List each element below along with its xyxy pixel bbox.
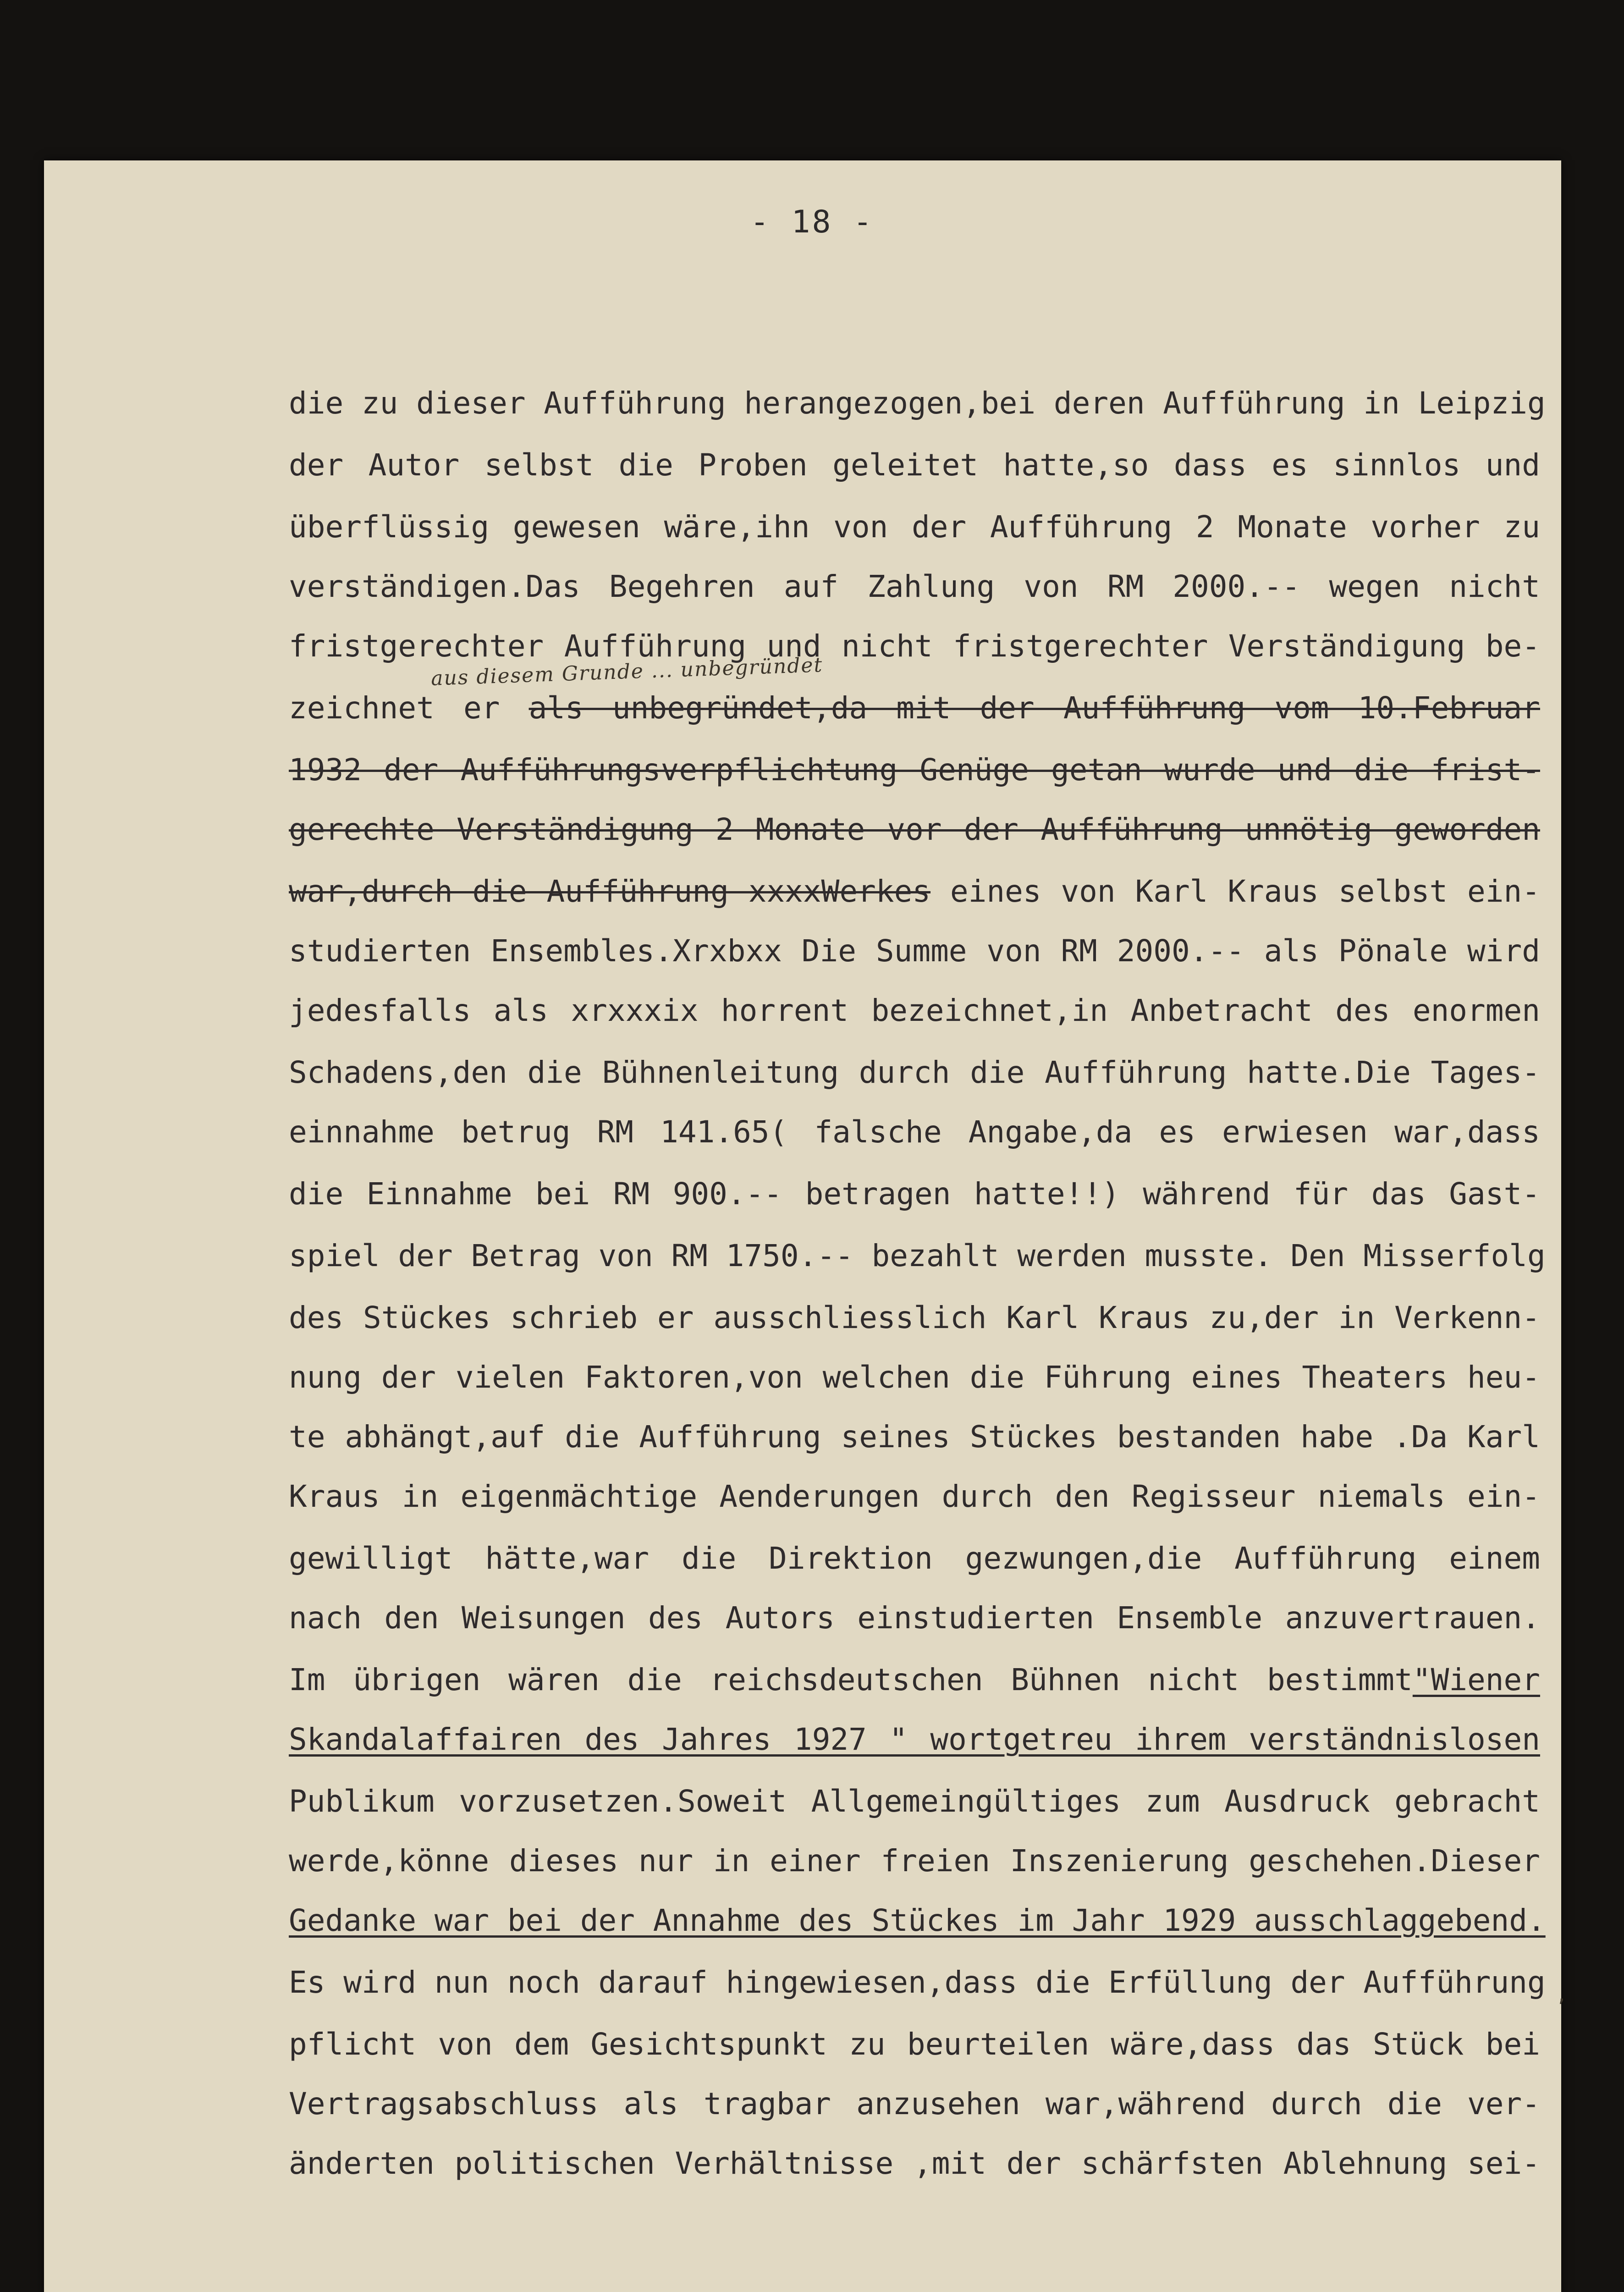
text-line: jedesfalls als xrxxxix horrent bezeichnet,in Anbetracht des enormen (289, 993, 1540, 1028)
text-line: studierten Ensembles.Xrxbxx Die Summe von RM 2000.-- als Pönale wird (289, 933, 1540, 969)
text-line-partially-struck (289, 690, 1540, 727)
text-span: zeichnet er (289, 690, 529, 726)
text-line: nach den Weisungen des Autors einstudierten Ensemble anzuvertrauen. (289, 1600, 1540, 1636)
struck-text: als unbegründet,da mit der Aufführung vom 10.Februar (528, 690, 1540, 726)
text-line: änderten politischen Verhältnisse ,mit der schärfsten Ablehnung sei- (289, 2146, 1540, 2181)
text-line: Es wird nun noch darauf hingewiesen,dass die Erfüllung der Aufführung (289, 1965, 1546, 2000)
underlined-text-line: Skandalaffairen des Jahres 1927 " wortgetreu ihrem verständnislosen (289, 1722, 1540, 1757)
text-line: pflicht von dem Gesichtspunkt zu beurteilen wäre,dass das Stück bei (289, 2027, 1540, 2062)
text-line: die Einnahme bei RM 900.-- betragen hatte!!) während für das Gast- (289, 1176, 1540, 1212)
struck-text-line: 1932 der Aufführungsverpflichtung Genüge getan wurde und die frist- (289, 752, 1540, 788)
handwritten-annotation: aus diesem Grunde ... unbegründet (430, 653, 824, 690)
text-line: die zu dieser Aufführung herangezogen,bei deren Aufführung in Leipzig (289, 386, 1546, 421)
struck-text-line: gerechte Verständigung 2 Monate vor der Aufführung unnötig geworden (289, 812, 1540, 847)
underlined-text: "Wiener (1412, 1662, 1540, 1697)
text-line: Publikum vorzusetzen.Soweit Allgemeingültiges zum Ausdruck gebracht (289, 1784, 1540, 1819)
text-line: gewilligt hätte,war die Direktion gezwungen,die Aufführung einem (289, 1541, 1540, 1576)
text-line-partially-struck (289, 873, 1540, 910)
struck-text: war,durch die Aufführung xxxxWerkes (289, 874, 931, 909)
text-line: werde,könne dieses nur in einer freien Inszenierung geschehen.Dieser (289, 1843, 1540, 1879)
text-line: spiel der Betrag von RM 1750.-- bezahlt werden musste. Den Misserfolg (289, 1238, 1546, 1273)
text-line: nung der vielen Faktoren,von welchen die Führung eines Theaters heu- (289, 1360, 1540, 1395)
page-number: - 18 - (750, 204, 874, 240)
text-line: einnahme betrug RM 141.65( falsche Angabe,da es erwiesen war,dass (289, 1114, 1540, 1150)
text-span: Im übrigen wären die reichsdeutschen Bühnen nicht bestimmt (289, 1662, 1413, 1697)
margin-mark: , (1556, 1985, 1568, 2006)
text-line: Schadens,den die Bühnenleitung durch die Aufführung hatte.Die Tages- (289, 1055, 1540, 1090)
text-line: der Autor selbst die Proben geleitet hatte,so dass es sinnlos und (289, 447, 1540, 483)
text-line: überflüssig gewesen wäre,ihn von der Aufführung 2 Monate vorher zu (289, 509, 1540, 545)
text-line-partially-underlined (289, 1662, 1540, 1698)
text-line: fristgerechter Aufführung und nicht fristgerechter Verständigung be- (289, 628, 1540, 664)
text-line: des Stückes schrieb er ausschliesslich Karl Kraus zu,der in Verkenn- (289, 1300, 1540, 1335)
text-line: verständigen.Das Begehren auf Zahlung von RM 2000.-- wegen nicht (289, 569, 1540, 604)
text-span: eines von Karl Kraus selbst ein- (930, 874, 1540, 909)
text-line: Kraus in eigenmächtige Aenderungen durch den Regisseur niemals ein- (289, 1479, 1540, 1514)
text-line: te abhängt,auf die Aufführung seines Stückes bestanden habe .Da Karl (289, 1419, 1540, 1455)
text-line: Vertragsabschluss als tragbar anzusehen war,während durch die ver- (289, 2086, 1540, 2121)
underlined-text-line: Gedanke war bei der Annahme des Stückes im Jahr 1929 ausschlaggebend. (289, 1903, 1546, 1938)
